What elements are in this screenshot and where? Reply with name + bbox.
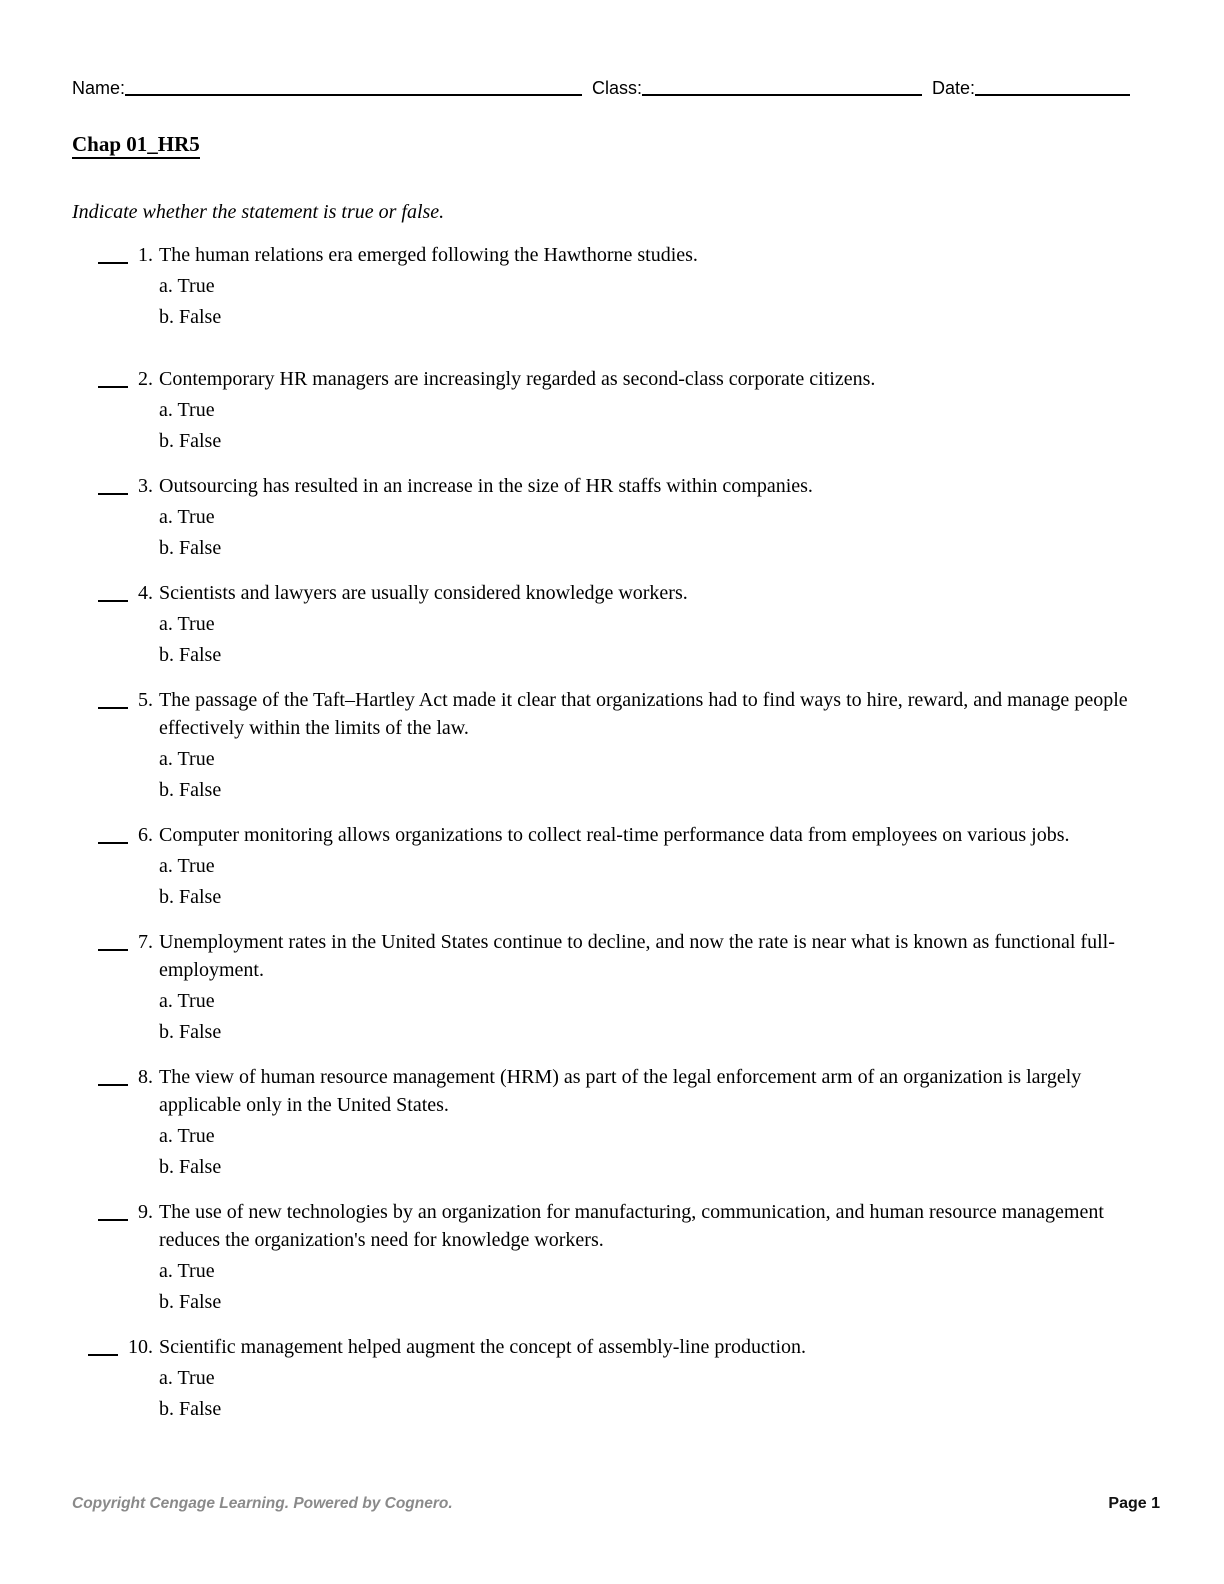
question-statement-row <box>72 821 1160 849</box>
option-false: b. False <box>159 644 222 666</box>
question-number: 1. <box>138 244 153 266</box>
question-number: 5. <box>138 689 153 711</box>
answer-blank-line <box>98 1214 128 1221</box>
question-text: The human relations era emerged following the Hawthorne studies. <box>159 244 698 266</box>
question-text: The view of human resource management (HRM) as part of the legal enforcement arm of an organization is largely applicable only in the United States. <box>159 1066 1082 1116</box>
question-answer-area <box>72 579 153 607</box>
answer-blank-line <box>98 837 128 844</box>
question-text: Computer monitoring allows organizations to collect real-time performance data from employees on various jobs. <box>159 824 1070 846</box>
question-block <box>72 1063 1160 1181</box>
question-block <box>72 241 1160 331</box>
answer-blank-line <box>98 257 128 264</box>
question-number: 10. <box>128 1336 153 1358</box>
question-statement-row <box>72 928 1160 984</box>
question-answer-area <box>72 1063 153 1091</box>
question-block <box>72 365 1160 455</box>
question-number: 3. <box>138 475 153 497</box>
option-false: b. False <box>159 537 222 559</box>
question-text: Scientists and lawyers are usually considered knowledge workers. <box>159 582 688 604</box>
option-true: a. True <box>159 1367 215 1389</box>
page-number: Page 1 <box>1108 1495 1160 1512</box>
question-statement-row <box>72 1198 1160 1254</box>
option-false: b. False <box>159 306 222 328</box>
answer-blank-line <box>98 702 128 709</box>
question-text: Scientific management helped augment the concept of assembly-line production. <box>159 1336 807 1358</box>
class-label: Class: <box>592 78 643 98</box>
date-fill-line <box>975 94 1130 96</box>
option-false: b. False <box>159 886 222 908</box>
option-true: a. True <box>159 1260 215 1282</box>
date-label: Date: <box>932 78 976 98</box>
class-fill-line <box>642 94 922 96</box>
question-number: 2. <box>138 368 153 390</box>
answer-blank-line <box>98 381 128 388</box>
question-answer-area <box>72 472 153 500</box>
question-statement-row <box>72 472 1160 500</box>
student-info-header <box>72 76 1160 100</box>
questions-list <box>72 241 1160 1423</box>
question-text: The passage of the Taft–Hartley Act made it clear that organizations had to find ways to hire, reward, and manage people effectively within the limits of the law. <box>159 689 1128 739</box>
answer-blank-line <box>98 595 128 602</box>
option-false: b. False <box>159 430 222 452</box>
option-true: a. True <box>159 990 215 1012</box>
question-statement-row <box>72 365 1160 393</box>
option-true: a. True <box>159 506 215 528</box>
answer-blank-line <box>98 944 128 951</box>
document-title: Chap 01_HR5 <box>72 132 1160 159</box>
question-statement-row <box>72 686 1160 742</box>
option-true: a. True <box>159 1125 215 1147</box>
question-answer-area <box>72 365 153 393</box>
page-footer <box>72 1495 1160 1513</box>
option-true: a. True <box>159 855 215 877</box>
question-number: 6. <box>138 824 153 846</box>
name-fill-line <box>125 94 582 96</box>
question-statement-row <box>72 1063 1160 1119</box>
question-answer-area <box>72 1198 153 1226</box>
option-true: a. True <box>159 748 215 770</box>
option-false: b. False <box>159 779 222 801</box>
question-number: 4. <box>138 582 153 604</box>
option-false: b. False <box>159 1291 222 1313</box>
option-false: b. False <box>159 1021 222 1043</box>
question-answer-area <box>72 686 153 714</box>
answer-blank-line <box>88 1349 118 1356</box>
question-number: 7. <box>138 931 153 953</box>
question-block <box>72 686 1160 804</box>
question-block <box>72 472 1160 562</box>
question-statement-row <box>72 1333 1160 1361</box>
question-number: 8. <box>138 1066 153 1088</box>
question-block <box>72 928 1160 1046</box>
copyright-text: Copyright Cengage Learning. Powered by Cognero. <box>72 1495 453 1512</box>
question-statement-row <box>72 579 1160 607</box>
question-block <box>72 821 1160 911</box>
question-text: The use of new technologies by an organization for manufacturing, communication, and human resource management reduces the organization's need for knowledge workers. <box>159 1201 1104 1251</box>
question-answer-area <box>72 1333 153 1361</box>
answer-blank-line <box>98 488 128 495</box>
question-answer-area <box>72 928 153 956</box>
question-number: 9. <box>138 1201 153 1223</box>
option-false: b. False <box>159 1156 222 1178</box>
option-true: a. True <box>159 613 215 635</box>
option-true: a. True <box>159 399 215 421</box>
name-label: Name: <box>72 78 126 98</box>
question-statement-row <box>72 241 1160 269</box>
question-answer-area <box>72 241 153 269</box>
question-answer-area <box>72 821 153 849</box>
section-instruction: Indicate whether the statement is true or false. <box>72 201 445 223</box>
option-false: b. False <box>159 1398 222 1420</box>
question-block <box>72 579 1160 669</box>
question-text: Contemporary HR managers are increasingly regarded as second-class corporate citizens. <box>159 368 876 390</box>
question-text: Outsourcing has resulted in an increase in the size of HR staffs within companies. <box>159 475 813 497</box>
question-block <box>72 1333 1160 1423</box>
option-true: a. True <box>159 275 215 297</box>
answer-blank-line <box>98 1079 128 1086</box>
question-block <box>72 1198 1160 1316</box>
question-text: Unemployment rates in the United States continue to decline, and now the rate is near what is known as functional full-employment. <box>159 931 1115 981</box>
